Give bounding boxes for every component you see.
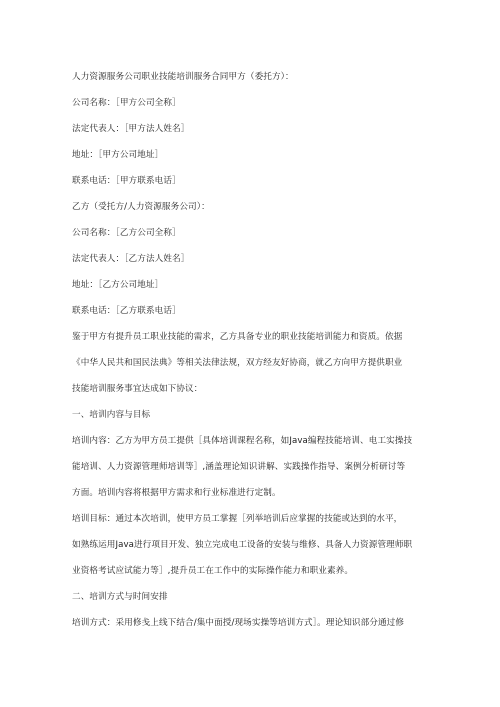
contract-body bbox=[72, 64, 438, 636]
preamble-line: 技能培训服务事宜达成如下协议： bbox=[72, 384, 203, 394]
section-2-title: 二、培训方式与时间安排 bbox=[72, 592, 168, 602]
party-a-phone: 联系电话：［甲方联系电话］ bbox=[72, 176, 181, 186]
party-b-company-name: 公司名称：［乙方公司全称］ bbox=[72, 228, 181, 238]
party-a-address: 地址：［甲方公司地址］ bbox=[72, 150, 164, 160]
training-content-line: 能培训、人力资源管理师培训等］,涵盖理论知识讲解、实践操作指导、案例分析研讨等 bbox=[72, 462, 406, 472]
party-b-heading: 乙方（受托方/人力资源服务公司）： bbox=[72, 202, 210, 212]
preamble-line: 《中华人民共和国民法典》等相关法律法规，双方经友好协商，就乙方向甲方提供职业 bbox=[72, 358, 403, 368]
training-goal-line: 培训目标：通过本次培训，使甲方员工掌握［列举培训后应掌握的技能或达到的水平， bbox=[72, 514, 403, 524]
training-content-paragraph bbox=[72, 428, 438, 506]
party-b-legal-representative: 法定代表人：［乙方法人姓名］ bbox=[72, 254, 190, 264]
training-method-paragraph bbox=[72, 610, 438, 636]
training-goal-line: 如熟练运用Java进行项目开发、独立完成电工设备的安装与维修、具备人力资源管理师职 bbox=[72, 540, 413, 550]
party-a-heading: 人力资源服务公司职业技能培训服务合同甲方（委托方）： bbox=[72, 72, 294, 82]
preamble-paragraph bbox=[72, 324, 438, 402]
preamble-line: 鉴于甲方有提升员工职业技能的需求，乙方具备专业的职业技能培训能力和资质。依据 bbox=[72, 332, 403, 342]
section-1-title: 一、培训内容与目标 bbox=[72, 410, 151, 420]
training-content-line: 培训内容：乙方为甲方员工提供［具体培训课程名称，如Java编程技能培训、电工实操技 bbox=[72, 436, 413, 446]
training-content-line: 方面。培训内容将根据甲方需求和行业标准进行定制。 bbox=[72, 488, 281, 498]
party-b-phone: 联系电话：［乙方联系电话］ bbox=[72, 306, 181, 316]
party-b-address: 地址：［乙方公司地址］ bbox=[72, 280, 164, 290]
training-method-line: 培训方式：采用修戋上线下结合/集中面授/现场实操等培训方式］。理论知识部分通过修 bbox=[72, 618, 405, 628]
training-goal-paragraph bbox=[72, 506, 438, 584]
party-a-legal-representative: 法定代表人：［甲方法人姓名］ bbox=[72, 124, 190, 134]
party-a-company-name: 公司名称：［甲方公司全称］ bbox=[72, 98, 181, 108]
training-goal-line: 业资格考试应试能力等］,提升员工在工作中的实际操作能力和职业素养。 bbox=[72, 566, 354, 576]
